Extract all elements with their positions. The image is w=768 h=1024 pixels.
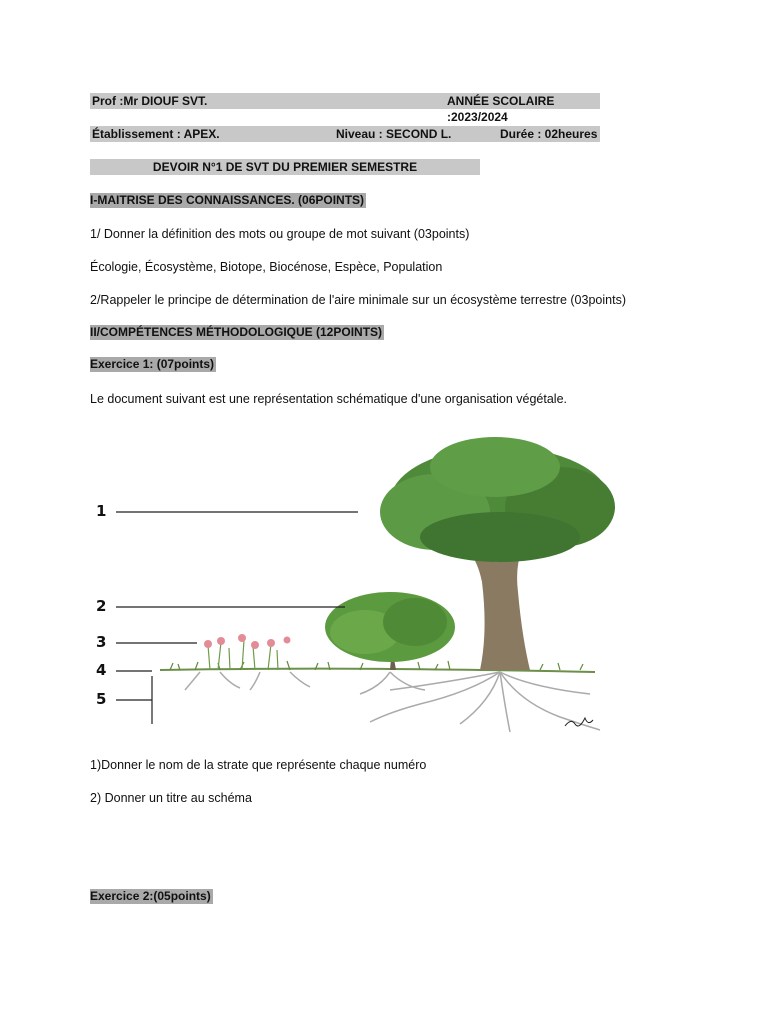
stratum-label-4: 4 <box>96 661 107 679</box>
exam-title <box>90 159 480 175</box>
establishment-label: Établissement : APEX. <box>92 127 220 141</box>
part1-terms: Écologie, Écosystème, Biotope, Biocénose, Espèce, Population <box>90 260 443 274</box>
header-row-2 <box>90 126 600 142</box>
exercise1-question-1: 1)Donner le nom de la strate que représente chaque numéro <box>90 758 427 772</box>
part2-heading: II/COMPÉTENCES MÉTHODOLOGIQUE (12POINTS) <box>90 325 383 339</box>
level-label: Niveau : SECOND L. <box>336 127 452 141</box>
school-year-label: ANNÉE SCOLAIRE :2023/2024 <box>447 94 555 124</box>
exam-title-text: DEVOIR N°1 DE SVT DU PREMIER SEMESTRE <box>152 160 418 174</box>
part1-question-1: 1/ Donner la définition des mots ou groupe de mot suivant (03points) <box>90 227 470 241</box>
part1-question-2: 2/Rappeler le principe de détermination de l'aire minimale sur un écosystème terrestre (03points) <box>90 293 626 307</box>
part1-heading: I-MAITRISE DES CONNAISSANCES. (06POINTS) <box>90 193 365 207</box>
vegetation-strata-illustration <box>90 432 620 742</box>
exercise2-heading: Exercice 2:(05points) <box>90 889 211 903</box>
header-row-1 <box>90 93 600 124</box>
exercise1-intro: Le document suivant est une représentation schématique d'une organisation végétale. <box>90 392 568 406</box>
stratum-label-2: 2 <box>96 597 107 615</box>
stratum-label-5: 5 <box>96 690 107 708</box>
stratum-label-3: 3 <box>96 633 107 651</box>
stratum-label-1: 1 <box>96 502 107 520</box>
vegetation-strata-figure <box>90 432 620 742</box>
exercise1-heading: Exercice 1: (07points) <box>90 357 215 371</box>
prof-label: Prof :Mr DIOUF SVT. <box>92 94 208 108</box>
duration-label: Durée : 02heures <box>500 127 598 141</box>
exercise1-question-2: 2) Donner un titre au schéma <box>90 791 252 805</box>
